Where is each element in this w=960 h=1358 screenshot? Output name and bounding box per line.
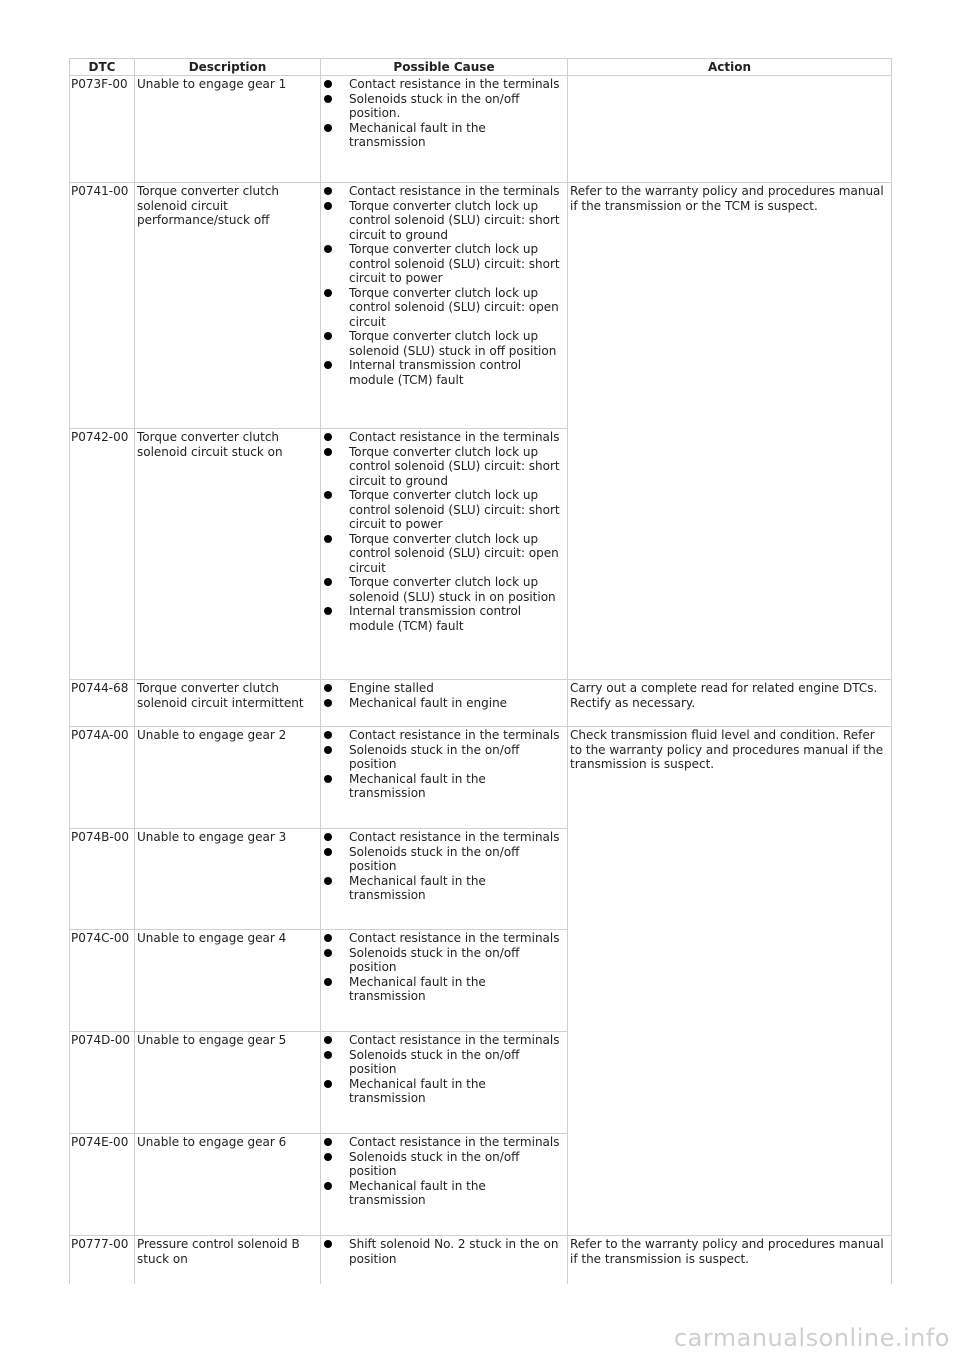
dtc-description: Torque converter clutch solenoid circuit intermittent bbox=[135, 680, 321, 727]
dtc-code: P074D-00 bbox=[70, 1032, 135, 1134]
dtc-code: P074E-00 bbox=[70, 1134, 135, 1236]
cause-text: Engine stalled bbox=[349, 681, 434, 695]
cause-text: Mechanical fault in engine bbox=[349, 695, 508, 710]
action-text: Refer to the warranty policy and procedures manual if the transmission is suspect. bbox=[568, 1236, 892, 1278]
cause-text: Internal transmission control module (TCM) fault bbox=[349, 358, 522, 387]
cause-list bbox=[321, 1033, 567, 1106]
cause-text: Internal transmission control module (TCM) fault bbox=[349, 604, 522, 633]
cause-list bbox=[321, 430, 567, 633]
bullet-icon bbox=[324, 448, 332, 456]
cause-text: Torque converter clutch lock up solenoid (SLU) stuck in on position bbox=[349, 575, 556, 604]
bullet-icon bbox=[324, 535, 332, 543]
cause-text: Solenoids stuck in the on/off position bbox=[349, 1149, 520, 1178]
cause-item bbox=[321, 681, 567, 696]
header-action: Action bbox=[568, 59, 892, 76]
cause-text: Mechanical fault in the transmission bbox=[349, 120, 486, 149]
bullet-icon bbox=[324, 746, 332, 754]
cause-item bbox=[321, 242, 567, 286]
cause-text: Contact resistance in the terminals bbox=[349, 728, 560, 742]
dtc-description: Unable to engage gear 1 bbox=[135, 76, 321, 183]
dtc-code: P0741-00 bbox=[70, 183, 135, 429]
cause-text: Mechanical fault in the transmission bbox=[349, 873, 486, 902]
table-tail bbox=[70, 1278, 892, 1284]
cause-item bbox=[321, 430, 567, 445]
cause-text: Mechanical fault in the transmission bbox=[349, 771, 486, 800]
bullet-icon bbox=[324, 491, 332, 499]
cause-item bbox=[321, 696, 567, 711]
cause-item bbox=[321, 329, 567, 358]
cause-text: Contact resistance in the terminals bbox=[349, 430, 560, 444]
cause-item bbox=[321, 1033, 567, 1048]
action-text: Refer to the warranty policy and procedures manual if the transmission or the TCM is suspect. bbox=[568, 183, 892, 680]
table-row bbox=[70, 1236, 892, 1278]
cause-item bbox=[321, 975, 567, 1004]
possible-cause-cell bbox=[321, 183, 568, 429]
dtc-code: P073F-00 bbox=[70, 76, 135, 183]
cause-item bbox=[321, 77, 567, 92]
cause-item bbox=[321, 286, 567, 330]
cause-item bbox=[321, 1179, 567, 1208]
cause-item bbox=[321, 575, 567, 604]
dtc-table bbox=[69, 58, 892, 1284]
possible-cause-cell bbox=[321, 1134, 568, 1236]
cause-item bbox=[321, 772, 567, 801]
cause-list bbox=[321, 1237, 567, 1266]
cause-text: Contact resistance in the terminals bbox=[349, 1135, 560, 1149]
bullet-icon bbox=[324, 289, 332, 297]
bullet-icon bbox=[324, 80, 332, 88]
dtc-code: P0777-00 bbox=[70, 1236, 135, 1278]
cause-item bbox=[321, 1048, 567, 1077]
cause-text: Mechanical fault in the transmission bbox=[349, 1076, 486, 1105]
bullet-icon bbox=[324, 877, 332, 885]
cause-item bbox=[321, 1150, 567, 1179]
dtc-description: Torque converter clutch solenoid circuit performance/stuck off bbox=[135, 183, 321, 429]
bullet-icon bbox=[324, 1240, 332, 1248]
dtc-description: Pressure control solenoid B stuck on bbox=[135, 1236, 321, 1278]
cause-item bbox=[321, 1237, 567, 1266]
cause-text: Contact resistance in the terminals bbox=[349, 931, 560, 945]
cause-item bbox=[321, 445, 567, 489]
bullet-icon bbox=[324, 578, 332, 586]
cause-list bbox=[321, 1135, 567, 1208]
cause-item bbox=[321, 92, 567, 121]
cause-item bbox=[321, 728, 567, 743]
tail-cell bbox=[70, 1278, 135, 1284]
cause-text: Torque converter clutch lock up solenoid (SLU) stuck in off position bbox=[349, 329, 557, 358]
cause-item bbox=[321, 358, 567, 387]
cause-item bbox=[321, 532, 567, 576]
cause-text: Mechanical fault in the transmission bbox=[349, 1178, 486, 1207]
dtc-description: Unable to engage gear 3 bbox=[135, 829, 321, 930]
cause-item bbox=[321, 931, 567, 946]
possible-cause-cell bbox=[321, 680, 568, 727]
action-text bbox=[568, 76, 892, 183]
bullet-icon bbox=[324, 245, 332, 253]
cause-list bbox=[321, 681, 567, 710]
possible-cause-cell bbox=[321, 429, 568, 680]
bullet-icon bbox=[324, 1153, 332, 1161]
header-possible-cause: Possible Cause bbox=[321, 59, 568, 76]
bullet-icon bbox=[324, 95, 332, 103]
tail-cell bbox=[568, 1278, 892, 1284]
cause-item bbox=[321, 1135, 567, 1150]
cause-list bbox=[321, 77, 567, 150]
cause-item bbox=[321, 946, 567, 975]
cause-item bbox=[321, 488, 567, 532]
bullet-icon bbox=[324, 1138, 332, 1146]
cause-text: Contact resistance in the terminals bbox=[349, 1033, 560, 1047]
bullet-icon bbox=[324, 332, 332, 340]
cause-text: Contact resistance in the terminals bbox=[349, 77, 560, 91]
cause-item bbox=[321, 184, 567, 199]
cause-text: Torque converter clutch lock up control solenoid (SLU) circuit: short circuit to power bbox=[349, 242, 560, 285]
cause-item bbox=[321, 845, 567, 874]
table-row bbox=[70, 76, 892, 183]
bullet-icon bbox=[324, 124, 332, 132]
cause-list bbox=[321, 931, 567, 1004]
cause-item bbox=[321, 1077, 567, 1106]
action-text: Check transmission fluid level and condition. Refer to the warranty policy and procedures manual if the transmission is suspect. bbox=[568, 727, 892, 1236]
header-dtc: DTC bbox=[70, 59, 135, 76]
bullet-icon bbox=[324, 607, 332, 615]
possible-cause-cell bbox=[321, 930, 568, 1032]
cause-text: Shift solenoid No. 2 stuck in the on position bbox=[349, 1237, 559, 1266]
table-body bbox=[70, 76, 892, 1284]
bullet-icon bbox=[324, 433, 332, 441]
possible-cause-cell bbox=[321, 727, 568, 829]
possible-cause-cell bbox=[321, 76, 568, 183]
dtc-code: P074C-00 bbox=[70, 930, 135, 1032]
bullet-icon bbox=[324, 934, 332, 942]
bullet-icon bbox=[324, 699, 332, 707]
dtc-description: Unable to engage gear 5 bbox=[135, 1032, 321, 1134]
cause-item bbox=[321, 604, 567, 633]
bullet-icon bbox=[324, 833, 332, 841]
cause-list bbox=[321, 830, 567, 903]
dtc-code: P074B-00 bbox=[70, 829, 135, 930]
possible-cause-cell bbox=[321, 1236, 568, 1278]
possible-cause-cell bbox=[321, 1032, 568, 1134]
tail-cell bbox=[321, 1278, 568, 1284]
dtc-description: Unable to engage gear 2 bbox=[135, 727, 321, 829]
dtc-code: P0744-68 bbox=[70, 680, 135, 727]
bullet-icon bbox=[324, 848, 332, 856]
dtc-description: Unable to engage gear 6 bbox=[135, 1134, 321, 1236]
cause-text: Torque converter clutch lock up control solenoid (SLU) circuit: open circuit bbox=[349, 531, 559, 575]
tail-cell bbox=[135, 1278, 321, 1284]
watermark: carmanualsonline.info bbox=[673, 1324, 950, 1352]
dtc-code: P0742-00 bbox=[70, 429, 135, 680]
cause-item bbox=[321, 199, 567, 243]
cause-text: Solenoids stuck in the on/off position bbox=[349, 1047, 520, 1076]
cause-text: Torque converter clutch lock up control solenoid (SLU) circuit: short circuit to power bbox=[349, 488, 560, 531]
cause-text: Torque converter clutch lock up control solenoid (SLU) circuit: short circuit to ground bbox=[349, 198, 560, 242]
cause-text: Torque converter clutch lock up control solenoid (SLU) circuit: open circuit bbox=[349, 285, 559, 329]
table-header-row bbox=[70, 59, 892, 76]
action-text: Carry out a complete read for related engine DTCs. Rectify as necessary. bbox=[568, 680, 892, 727]
cause-text: Mechanical fault in the transmission bbox=[349, 974, 486, 1003]
cause-text: Solenoids stuck in the on/off position bbox=[349, 945, 520, 974]
cause-item bbox=[321, 830, 567, 845]
cause-text: Contact resistance in the terminals bbox=[349, 830, 560, 844]
cause-text: Torque converter clutch lock up control solenoid (SLU) circuit: short circuit to ground bbox=[349, 444, 560, 488]
cause-item bbox=[321, 121, 567, 150]
bullet-icon bbox=[324, 775, 332, 783]
cause-text: Contact resistance in the terminals bbox=[349, 184, 560, 198]
bullet-icon bbox=[324, 1036, 332, 1044]
cause-list bbox=[321, 728, 567, 801]
possible-cause-cell bbox=[321, 829, 568, 930]
cause-item bbox=[321, 874, 567, 903]
bullet-icon bbox=[324, 1051, 332, 1059]
bullet-icon bbox=[324, 187, 332, 195]
table-row bbox=[70, 183, 892, 429]
table-row bbox=[70, 727, 892, 829]
dtc-description: Unable to engage gear 4 bbox=[135, 930, 321, 1032]
cause-text: Solenoids stuck in the on/off position bbox=[349, 844, 520, 873]
header-description: Description bbox=[135, 59, 321, 76]
bullet-icon bbox=[324, 202, 332, 210]
dtc-description: Torque converter clutch solenoid circuit stuck on bbox=[135, 429, 321, 680]
cause-item bbox=[321, 743, 567, 772]
bullet-icon bbox=[324, 731, 332, 739]
bullet-icon bbox=[324, 978, 332, 986]
cause-text: Solenoids stuck in the on/off position. bbox=[349, 91, 520, 120]
bullet-icon bbox=[324, 684, 332, 692]
cause-text: Solenoids stuck in the on/off position bbox=[349, 742, 520, 771]
cause-list bbox=[321, 184, 567, 387]
bullet-icon bbox=[324, 1182, 332, 1190]
dtc-code: P074A-00 bbox=[70, 727, 135, 829]
table-row bbox=[70, 680, 892, 727]
bullet-icon bbox=[324, 949, 332, 957]
bullet-icon bbox=[324, 361, 332, 369]
bullet-icon bbox=[324, 1080, 332, 1088]
